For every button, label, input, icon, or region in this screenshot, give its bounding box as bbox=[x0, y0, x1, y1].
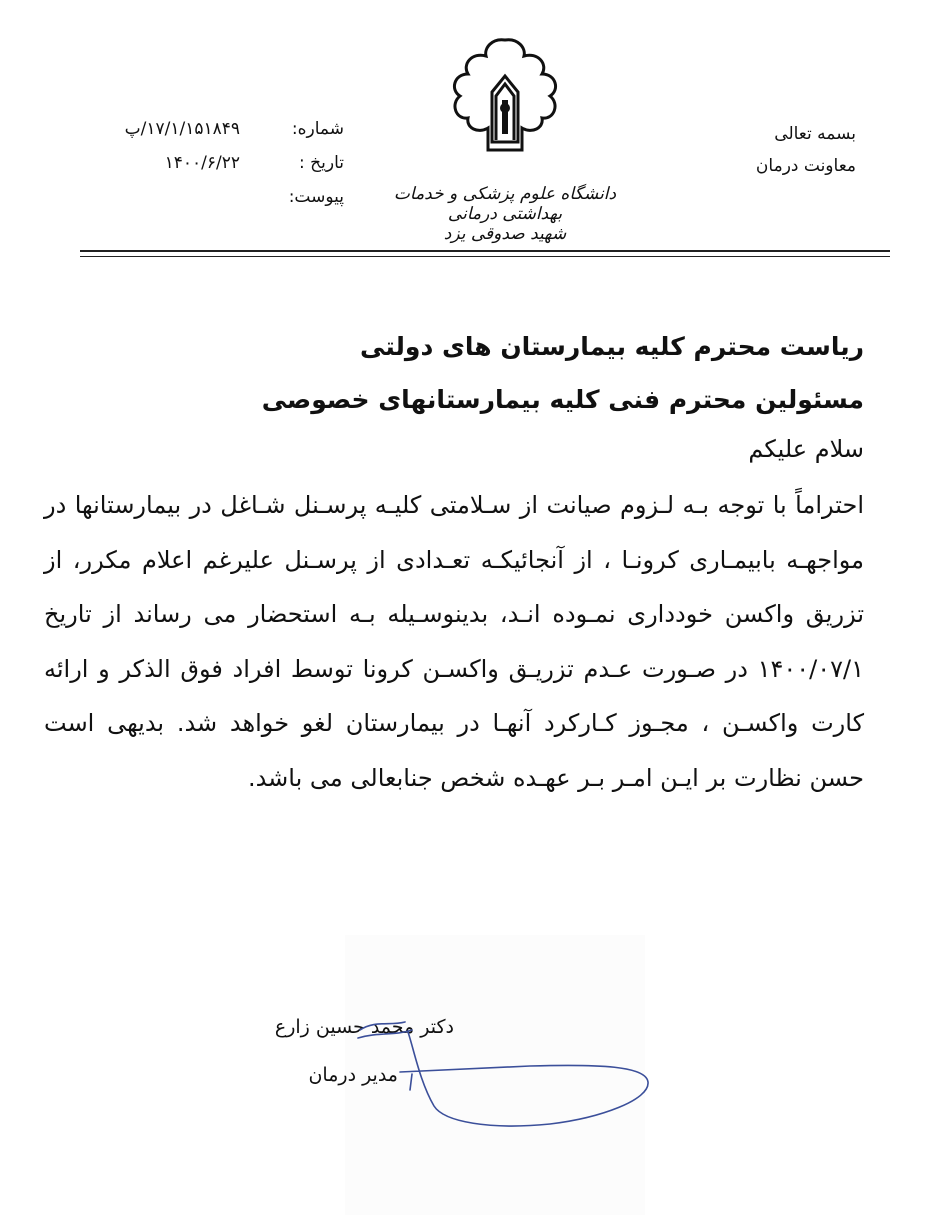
signatory-title: مدیر درمان bbox=[308, 1064, 398, 1086]
recipient-line-2: مسئولین محترم فنی کلیه بیمارستانهای خصوصی bbox=[261, 385, 864, 414]
date-value: ۱۴۰۰/۶/۲۲ bbox=[164, 153, 240, 173]
header-divider-thick bbox=[80, 250, 890, 252]
attachment-label: پیوست: bbox=[288, 187, 344, 207]
greeting-text: سلام علیکم bbox=[748, 435, 864, 463]
handwritten-signature-icon bbox=[330, 1010, 660, 1140]
recipient-line-1: ریاست محترم کلیه بیمارستان های دولتی bbox=[360, 332, 864, 361]
signatory-name: دکتر محمد حسین زارع bbox=[274, 1016, 454, 1038]
invocation-text: بسمه تعالی bbox=[774, 124, 856, 144]
department-text: معاونت درمان bbox=[755, 156, 856, 176]
number-label: شماره: bbox=[291, 119, 344, 139]
university-emblem-icon bbox=[392, 30, 618, 180]
logo-text-line1: دانشگاه علوم پزشکی و خدمات بهداشتی درمانی bbox=[393, 184, 617, 224]
logo-text-line2: شهید صدوقی یزد bbox=[443, 224, 567, 244]
header-divider-thin bbox=[80, 256, 890, 257]
meta-values bbox=[80, 112, 240, 180]
date-label: تاریخ : bbox=[299, 153, 344, 173]
meta-labels bbox=[272, 112, 344, 214]
number-value: ۱۷/۱/۱۵۱۸۴۹/پ bbox=[124, 119, 240, 139]
letter-body: احتراماً با توجه بـه لـزوم صیانت از سـلامتی کلیـه پرسـنل شـاغل در بیمارستانها در مواجهـه بابیمـاری کرونـا ، از آنجائیکـه تعـدادی از پرسـنل علیرغم اعلام مکرر، از تزریق واکسن خودداری نمـوده انـد، بدینوسـیله بـه استحضار می رساند از تاریخ ۱۴۰۰/۰۷/۱ در صـورت عـدم تزریـق واکسـن کرونا توسط افراد فوق الذکر و ارائه کارت واکسـن ، مجـوز کـارکرد آنهـا در بیمارستان لغو خواهد شد. بدیهی است حسن نظارت بر ایـن امـر بـر عهـده شخص جنابعالی می باشد. bbox=[44, 491, 864, 792]
letter-header-right bbox=[756, 118, 856, 182]
university-logo bbox=[392, 30, 618, 245]
